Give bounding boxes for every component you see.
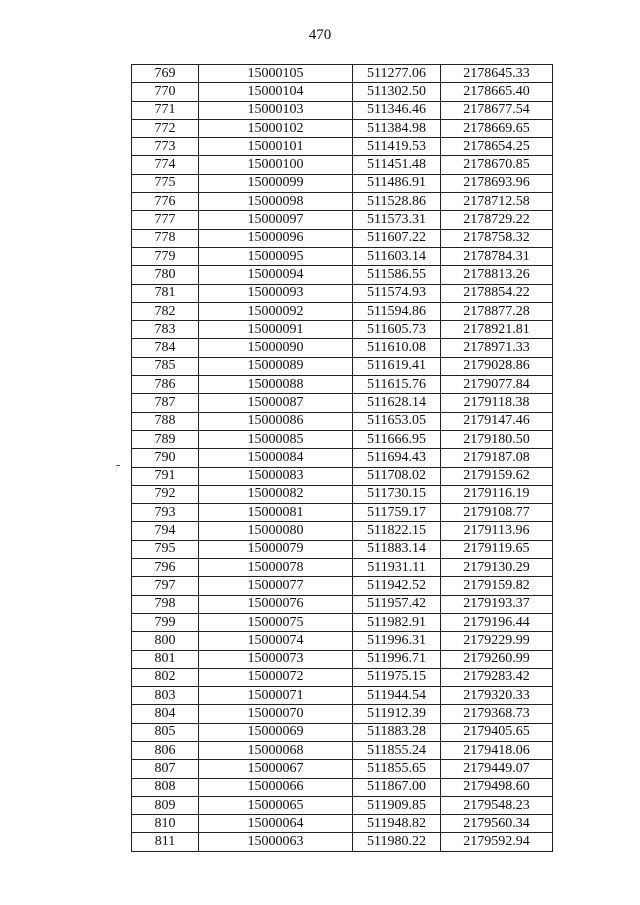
- table-row: [132, 430, 553, 448]
- y-coordinate-cell: 2179320.33: [441, 687, 553, 705]
- point-id-cell: 15000098: [199, 193, 353, 211]
- x-coordinate-cell: 511277.06: [353, 65, 441, 83]
- y-coordinate-cell: 2178669.65: [441, 119, 553, 137]
- y-coordinate-cell: 2179193.37: [441, 595, 553, 613]
- table-row: [132, 815, 553, 833]
- point-id-cell: 15000104: [199, 83, 353, 101]
- point-id-cell: 15000090: [199, 339, 353, 357]
- table-row: [132, 449, 553, 467]
- point-id-cell: 15000094: [199, 266, 353, 284]
- y-coordinate-cell: 2179229.99: [441, 632, 553, 650]
- table-row: [132, 101, 553, 119]
- y-coordinate-cell: 2179449.07: [441, 760, 553, 778]
- y-coordinate-cell: 2178677.54: [441, 101, 553, 119]
- y-coordinate-cell: 2179196.44: [441, 613, 553, 631]
- point-id-cell: 15000067: [199, 760, 353, 778]
- y-coordinate-cell: 2178712.58: [441, 193, 553, 211]
- row-number-cell: 778: [132, 229, 199, 247]
- point-id-cell: 15000072: [199, 668, 353, 686]
- x-coordinate-cell: 511980.22: [353, 833, 441, 851]
- x-coordinate-cell: 511302.50: [353, 83, 441, 101]
- row-number-cell: 791: [132, 467, 199, 485]
- y-coordinate-cell: 2179077.84: [441, 376, 553, 394]
- y-coordinate-cell: 2179118.38: [441, 394, 553, 412]
- x-coordinate-cell: 511610.08: [353, 339, 441, 357]
- row-number-cell: 770: [132, 83, 199, 101]
- y-coordinate-cell: 2178877.28: [441, 302, 553, 320]
- table-row: [132, 247, 553, 265]
- table-row: [132, 156, 553, 174]
- x-coordinate-cell: 511653.05: [353, 412, 441, 430]
- x-coordinate-cell: 511451.48: [353, 156, 441, 174]
- point-id-cell: 15000080: [199, 522, 353, 540]
- table-row: [132, 321, 553, 339]
- point-id-cell: 15000077: [199, 577, 353, 595]
- x-coordinate-cell: 511883.14: [353, 540, 441, 558]
- table-row: [132, 339, 553, 357]
- y-coordinate-cell: 2179130.29: [441, 559, 553, 577]
- row-number-cell: 793: [132, 504, 199, 522]
- x-coordinate-cell: 511909.85: [353, 796, 441, 814]
- x-coordinate-cell: 511730.15: [353, 485, 441, 503]
- x-coordinate-cell: 511574.93: [353, 284, 441, 302]
- row-number-cell: 784: [132, 339, 199, 357]
- table-row: [132, 211, 553, 229]
- x-coordinate-cell: 511594.86: [353, 302, 441, 320]
- point-id-cell: 15000087: [199, 394, 353, 412]
- table-row: [132, 741, 553, 759]
- point-id-cell: 15000068: [199, 741, 353, 759]
- row-number-cell: 769: [132, 65, 199, 83]
- row-number-cell: 786: [132, 376, 199, 394]
- row-number-cell: 779: [132, 247, 199, 265]
- y-coordinate-cell: 2178921.81: [441, 321, 553, 339]
- x-coordinate-cell: 511996.71: [353, 650, 441, 668]
- y-coordinate-cell: 2179116.19: [441, 485, 553, 503]
- x-coordinate-cell: 511982.91: [353, 613, 441, 631]
- table-row: [132, 65, 553, 83]
- table-row: [132, 595, 553, 613]
- table-row: [132, 833, 553, 851]
- x-coordinate-cell: 511855.24: [353, 741, 441, 759]
- y-coordinate-cell: 2178729.22: [441, 211, 553, 229]
- table-row: [132, 376, 553, 394]
- row-number-cell: 775: [132, 174, 199, 192]
- row-number-cell: 774: [132, 156, 199, 174]
- table-row: [132, 632, 553, 650]
- x-coordinate-cell: 511666.95: [353, 430, 441, 448]
- table-row: [132, 138, 553, 156]
- y-coordinate-cell: 2179260.99: [441, 650, 553, 668]
- x-coordinate-cell: 511603.14: [353, 247, 441, 265]
- y-coordinate-cell: 2178670.85: [441, 156, 553, 174]
- point-id-cell: 15000086: [199, 412, 353, 430]
- y-coordinate-cell: 2179113.96: [441, 522, 553, 540]
- row-number-cell: 794: [132, 522, 199, 540]
- y-coordinate-cell: 2178854.22: [441, 284, 553, 302]
- point-id-cell: 15000063: [199, 833, 353, 851]
- point-id-cell: 15000091: [199, 321, 353, 339]
- row-number-cell: 798: [132, 595, 199, 613]
- point-id-cell: 15000092: [199, 302, 353, 320]
- x-coordinate-cell: 511486.91: [353, 174, 441, 192]
- x-coordinate-cell: 511996.31: [353, 632, 441, 650]
- y-coordinate-cell: 2178813.26: [441, 266, 553, 284]
- row-number-cell: 777: [132, 211, 199, 229]
- table-row: [132, 193, 553, 211]
- table-row: [132, 559, 553, 577]
- y-coordinate-cell: 2179028.86: [441, 357, 553, 375]
- table-row: [132, 284, 553, 302]
- point-id-cell: 15000089: [199, 357, 353, 375]
- row-number-cell: 799: [132, 613, 199, 631]
- y-coordinate-cell: 2179187.08: [441, 449, 553, 467]
- y-coordinate-cell: 2178665.40: [441, 83, 553, 101]
- table-row: [132, 522, 553, 540]
- table-row: [132, 174, 553, 192]
- y-coordinate-cell: 2179147.46: [441, 412, 553, 430]
- y-coordinate-cell: 2178654.25: [441, 138, 553, 156]
- x-coordinate-cell: 511867.00: [353, 778, 441, 796]
- row-number-cell: 809: [132, 796, 199, 814]
- row-number-cell: 802: [132, 668, 199, 686]
- x-coordinate-cell: 511944.54: [353, 687, 441, 705]
- point-id-cell: 15000066: [199, 778, 353, 796]
- point-id-cell: 15000099: [199, 174, 353, 192]
- point-id-cell: 15000076: [199, 595, 353, 613]
- row-number-cell: 785: [132, 357, 199, 375]
- row-number-cell: 783: [132, 321, 199, 339]
- row-number-cell: 811: [132, 833, 199, 851]
- row-number-cell: 771: [132, 101, 199, 119]
- row-number-cell: 801: [132, 650, 199, 668]
- y-coordinate-cell: 2179283.42: [441, 668, 553, 686]
- y-coordinate-cell: 2178758.32: [441, 229, 553, 247]
- x-coordinate-cell: 511346.46: [353, 101, 441, 119]
- y-coordinate-cell: 2179560.34: [441, 815, 553, 833]
- x-coordinate-cell: 511615.76: [353, 376, 441, 394]
- row-number-cell: 790: [132, 449, 199, 467]
- row-number-cell: 804: [132, 705, 199, 723]
- point-id-cell: 15000103: [199, 101, 353, 119]
- y-coordinate-cell: 2179119.65: [441, 540, 553, 558]
- point-id-cell: 15000105: [199, 65, 353, 83]
- row-number-cell: 797: [132, 577, 199, 595]
- x-coordinate-cell: 511855.65: [353, 760, 441, 778]
- table-row: [132, 394, 553, 412]
- point-id-cell: 15000081: [199, 504, 353, 522]
- row-number-cell: 782: [132, 302, 199, 320]
- table-row: [132, 504, 553, 522]
- x-coordinate-cell: 511957.42: [353, 595, 441, 613]
- row-number-cell: 803: [132, 687, 199, 705]
- point-id-cell: 15000069: [199, 723, 353, 741]
- row-number-cell: 807: [132, 760, 199, 778]
- x-coordinate-cell: 511822.15: [353, 522, 441, 540]
- coordinates-table-body: [132, 65, 553, 852]
- row-number-cell: 792: [132, 485, 199, 503]
- x-coordinate-cell: 511628.14: [353, 394, 441, 412]
- table-row: [132, 302, 553, 320]
- x-coordinate-cell: 511586.55: [353, 266, 441, 284]
- y-coordinate-cell: 2179159.62: [441, 467, 553, 485]
- y-coordinate-cell: 2179368.73: [441, 705, 553, 723]
- y-coordinate-cell: 2178784.31: [441, 247, 553, 265]
- y-coordinate-cell: 2179498.60: [441, 778, 553, 796]
- point-id-cell: 15000074: [199, 632, 353, 650]
- row-number-cell: 800: [132, 632, 199, 650]
- x-coordinate-cell: 511975.15: [353, 668, 441, 686]
- x-coordinate-cell: 511759.17: [353, 504, 441, 522]
- x-coordinate-cell: 511573.31: [353, 211, 441, 229]
- x-coordinate-cell: 511883.28: [353, 723, 441, 741]
- row-number-cell: 810: [132, 815, 199, 833]
- row-number-cell: 780: [132, 266, 199, 284]
- table-row: [132, 577, 553, 595]
- row-number-cell: 773: [132, 138, 199, 156]
- coordinates-table: [131, 64, 553, 852]
- point-id-cell: 15000071: [199, 687, 353, 705]
- point-id-cell: 15000097: [199, 211, 353, 229]
- y-coordinate-cell: 2178971.33: [441, 339, 553, 357]
- y-coordinate-cell: 2178693.96: [441, 174, 553, 192]
- table-row: [132, 266, 553, 284]
- x-coordinate-cell: 511384.98: [353, 119, 441, 137]
- table-row: [132, 485, 553, 503]
- scan-mark: [116, 465, 120, 466]
- table-row: [132, 778, 553, 796]
- table-row: [132, 540, 553, 558]
- point-id-cell: 15000064: [199, 815, 353, 833]
- x-coordinate-cell: 511942.52: [353, 577, 441, 595]
- y-coordinate-cell: 2179418.06: [441, 741, 553, 759]
- point-id-cell: 15000079: [199, 540, 353, 558]
- y-coordinate-cell: 2179548.23: [441, 796, 553, 814]
- row-number-cell: 787: [132, 394, 199, 412]
- point-id-cell: 15000078: [199, 559, 353, 577]
- x-coordinate-cell: 511708.02: [353, 467, 441, 485]
- row-number-cell: 795: [132, 540, 199, 558]
- table-row: [132, 83, 553, 101]
- point-id-cell: 15000084: [199, 449, 353, 467]
- x-coordinate-cell: 511619.41: [353, 357, 441, 375]
- table-row: [132, 357, 553, 375]
- point-id-cell: 15000100: [199, 156, 353, 174]
- table-row: [132, 687, 553, 705]
- row-number-cell: 806: [132, 741, 199, 759]
- x-coordinate-cell: 511605.73: [353, 321, 441, 339]
- page-number: 470: [308, 27, 332, 43]
- y-coordinate-cell: 2179405.65: [441, 723, 553, 741]
- point-id-cell: 15000101: [199, 138, 353, 156]
- table-row: [132, 412, 553, 430]
- table-row: [132, 119, 553, 137]
- row-number-cell: 772: [132, 119, 199, 137]
- x-coordinate-cell: 511912.39: [353, 705, 441, 723]
- table-row: [132, 467, 553, 485]
- table-row: [132, 613, 553, 631]
- row-number-cell: 781: [132, 284, 199, 302]
- y-coordinate-cell: 2179592.94: [441, 833, 553, 851]
- point-id-cell: 15000095: [199, 247, 353, 265]
- y-coordinate-cell: 2179108.77: [441, 504, 553, 522]
- row-number-cell: 789: [132, 430, 199, 448]
- point-id-cell: 15000065: [199, 796, 353, 814]
- y-coordinate-cell: 2179180.50: [441, 430, 553, 448]
- x-coordinate-cell: 511419.53: [353, 138, 441, 156]
- row-number-cell: 776: [132, 193, 199, 211]
- y-coordinate-cell: 2179159.82: [441, 577, 553, 595]
- table-row: [132, 705, 553, 723]
- point-id-cell: 15000088: [199, 376, 353, 394]
- table-row: [132, 723, 553, 741]
- table-row: [132, 796, 553, 814]
- x-coordinate-cell: 511694.43: [353, 449, 441, 467]
- point-id-cell: 15000082: [199, 485, 353, 503]
- x-coordinate-cell: 511607.22: [353, 229, 441, 247]
- point-id-cell: 15000096: [199, 229, 353, 247]
- point-id-cell: 15000085: [199, 430, 353, 448]
- point-id-cell: 15000075: [199, 613, 353, 631]
- point-id-cell: 15000083: [199, 467, 353, 485]
- table-row: [132, 760, 553, 778]
- x-coordinate-cell: 511931.11: [353, 559, 441, 577]
- x-coordinate-cell: 511528.86: [353, 193, 441, 211]
- table-row: [132, 650, 553, 668]
- point-id-cell: 15000102: [199, 119, 353, 137]
- row-number-cell: 796: [132, 559, 199, 577]
- y-coordinate-cell: 2178645.33: [441, 65, 553, 83]
- row-number-cell: 788: [132, 412, 199, 430]
- row-number-cell: 805: [132, 723, 199, 741]
- table-row: [132, 229, 553, 247]
- table-row: [132, 668, 553, 686]
- point-id-cell: 15000093: [199, 284, 353, 302]
- x-coordinate-cell: 511948.82: [353, 815, 441, 833]
- point-id-cell: 15000073: [199, 650, 353, 668]
- row-number-cell: 808: [132, 778, 199, 796]
- point-id-cell: 15000070: [199, 705, 353, 723]
